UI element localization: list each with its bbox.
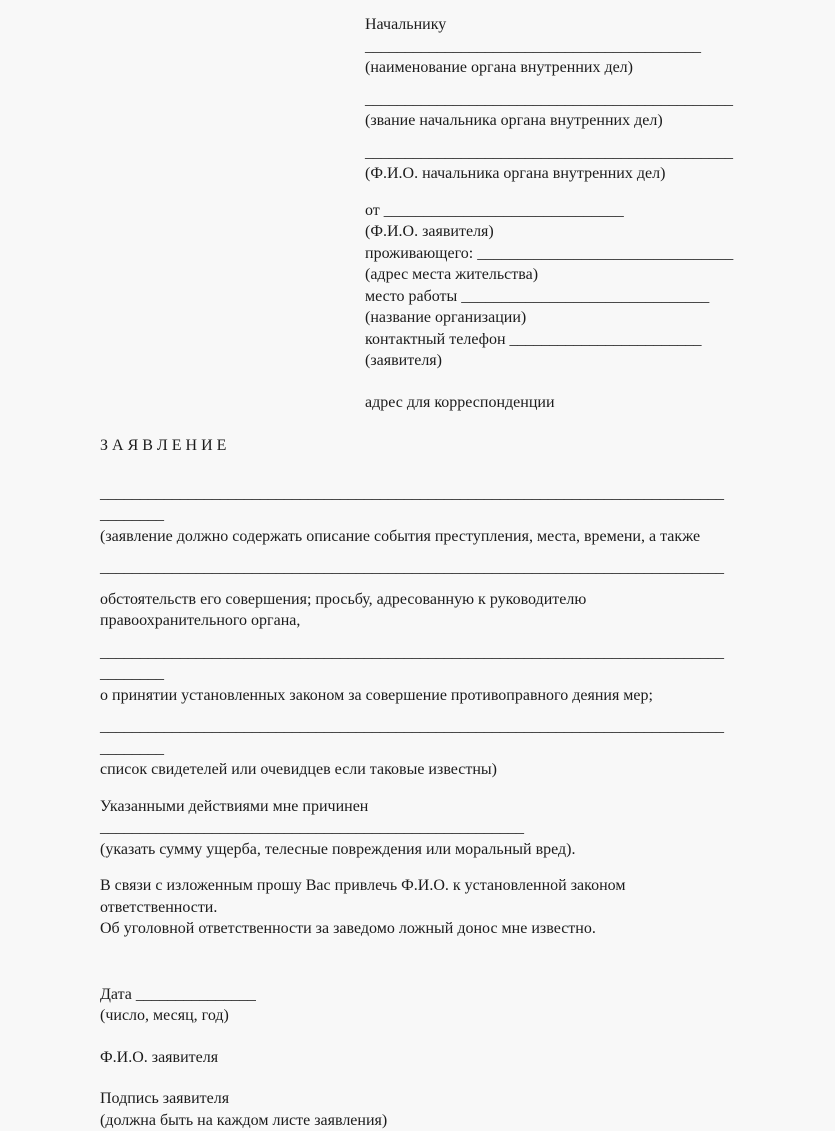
statement-hint-1: (заявление должно содержать описание события преступления, места, времени, а также [100, 526, 737, 548]
workplace-caption: (название организации) [365, 307, 737, 329]
damages-blank-line: _____________________________________________________ [100, 817, 737, 839]
statement-hint-2b: правоохранительного органа, [100, 610, 737, 632]
chief-rank-blank-line: ______________________________________________ [365, 89, 737, 111]
signature-label: Подпись заявителя [100, 1088, 737, 1110]
chief-name-blank-line: ______________________________________________ [365, 142, 737, 164]
statement-hint-3: о принятии установленных законом за совершение противоправного деяния мер; [100, 685, 737, 707]
statement-blank-cont-1: ________ [100, 504, 737, 526]
phone-caption: (заявителя) [365, 350, 737, 372]
chief-name-caption: (Ф.И.О. начальника органа внутренних дел) [365, 163, 737, 185]
phone-line: контактный телефон ________________________ [365, 329, 737, 351]
correspondence-address-label: адрес для корреспонденции [365, 392, 737, 414]
damages-intro-text: Указанными действиями мне причинен [100, 796, 737, 818]
statement-blank-line-1: ______________________________________________________________________________ [100, 483, 737, 505]
statement-body [100, 483, 737, 1131]
addressee-block [365, 14, 737, 413]
statement-blank-line-3: ______________________________________________________________________________ [100, 642, 737, 664]
residence-line: проживающего: ________________________________ [365, 243, 737, 265]
org-name-blank-line: __________________________________________ [365, 36, 737, 58]
request-text-1: В связи с изложенным прошу Вас привлечь Ф.И.О. к установленной законом [100, 875, 737, 897]
statement-blank-line-2: ______________________________________________________________________________ [100, 557, 737, 579]
applicant-from-line: от ______________________________ [365, 200, 737, 222]
date-line: Дата _______________ [100, 984, 737, 1006]
statement-hint-4: список свидетелей или очевидцев если таковые известны) [100, 759, 737, 781]
statement-blank-line-4: ______________________________________________________________________________ [100, 716, 737, 738]
date-caption: (число, месяц, год) [100, 1005, 737, 1027]
applicant-fio-label: Ф.И.О. заявителя [100, 1047, 737, 1069]
chief-rank-caption: (звание начальника органа внутренних дел) [365, 110, 737, 132]
workplace-line: место работы _______________________________ [365, 286, 737, 308]
org-name-caption: (наименование органа внутренних дел) [365, 57, 737, 79]
damages-hint: (указать сумму ущерба, телесные повреждения или моральный вред). [100, 839, 737, 861]
addressee-label: Начальнику [365, 14, 737, 36]
statement-hint-2: обстоятельств его совершения; просьбу, адресованную к руководителю [100, 589, 737, 611]
request-text-2: ответственности. [100, 897, 737, 919]
statement-blank-cont-3: ________ [100, 663, 737, 685]
statement-blank-cont-4: ________ [100, 738, 737, 760]
signature-caption: (должна быть на каждом листе заявления) [100, 1110, 737, 1131]
document-title: З А Я В Л Е Н И Е [100, 435, 737, 457]
residence-caption: (адрес места жительства) [365, 264, 737, 286]
applicant-name-caption: (Ф.И.О. заявителя) [365, 221, 737, 243]
false-report-warning-text: Об уголовной ответственности за заведомо ложный донос мне известно. [100, 918, 737, 940]
